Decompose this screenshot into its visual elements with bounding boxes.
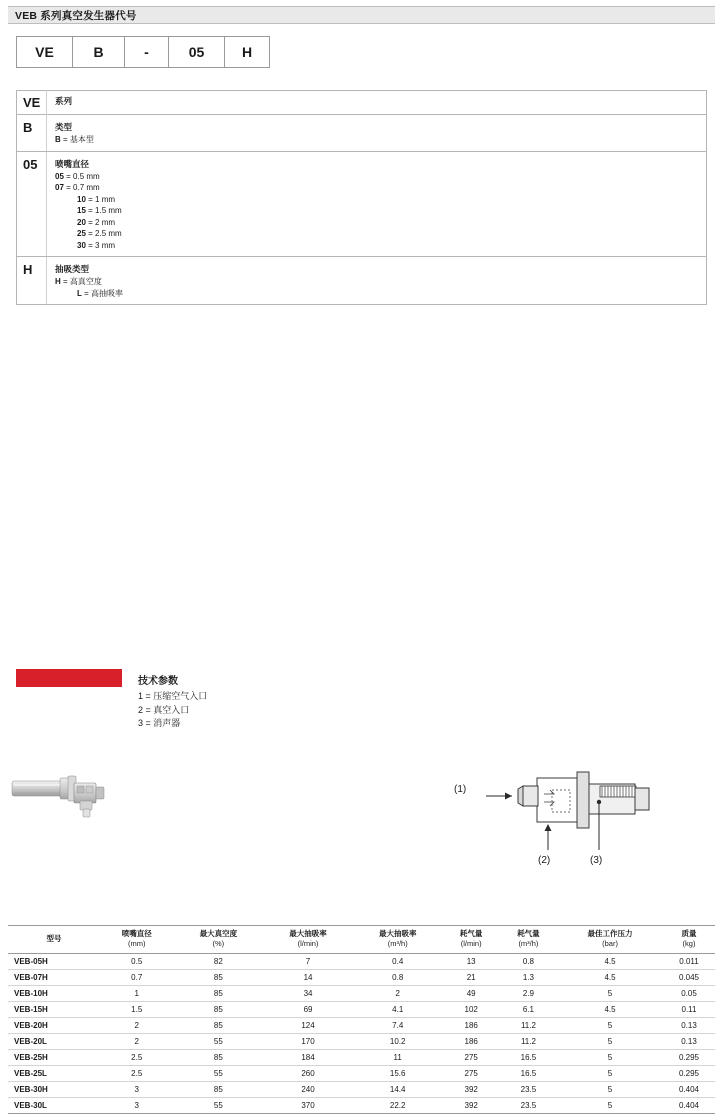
cell-model: VEB-30L bbox=[8, 1098, 100, 1114]
cell-weight: 0.295 bbox=[663, 1066, 715, 1082]
cell-suction-m3h: 15.6 bbox=[353, 1066, 443, 1082]
cell-suction-lmin: 240 bbox=[263, 1082, 353, 1098]
cell-max-vacuum: 55 bbox=[173, 1098, 263, 1114]
legend-key-series: VE bbox=[17, 90, 47, 115]
legend-value-type bbox=[47, 115, 706, 151]
cell-nozzle-dia: 0.7 bbox=[100, 970, 173, 986]
legend-value-nozzle bbox=[47, 152, 706, 257]
cell-air-lmin: 13 bbox=[443, 954, 500, 970]
cell-opt-pressure: 5 bbox=[557, 1034, 663, 1050]
cell-max-vacuum: 85 bbox=[173, 970, 263, 986]
cell-suction-lmin: 7 bbox=[263, 954, 353, 970]
cell-model: VEB-07H bbox=[8, 970, 100, 986]
legend-head-suction: 抽吸类型 bbox=[55, 264, 90, 274]
col-header-weight: 质量 (kg) bbox=[663, 926, 715, 954]
cell-opt-pressure: 5 bbox=[557, 1066, 663, 1082]
cell-model: VEB-25L bbox=[8, 1066, 100, 1082]
legend-item-type-0: B = 基本型 bbox=[55, 135, 94, 144]
col-header-nozzle-dia: 喷嘴直径 (mm) bbox=[100, 926, 173, 954]
cell-air-lmin: 392 bbox=[443, 1098, 500, 1114]
legend-item-suction-0: H = 高真空度 bbox=[55, 277, 102, 286]
code-cell-nozzle: 05 bbox=[169, 37, 225, 67]
legend-row-series bbox=[17, 91, 706, 115]
legend-item-nozzle-6: 30 = 3 mm bbox=[77, 240, 116, 250]
code-legend-table bbox=[16, 90, 707, 305]
cell-nozzle-dia: 2 bbox=[100, 1034, 173, 1050]
legend-row-nozzle bbox=[17, 152, 706, 258]
legend-head-type: 类型 bbox=[55, 122, 73, 132]
cell-nozzle-dia: 2 bbox=[100, 1018, 173, 1034]
product-code-row bbox=[16, 36, 270, 68]
cell-air-m3h: 2.9 bbox=[500, 986, 557, 1002]
col-header-opt-pressure: 最佳工作压力 (bar) bbox=[557, 926, 663, 954]
cell-weight: 0.295 bbox=[663, 1050, 715, 1066]
cell-air-m3h: 11.2 bbox=[500, 1018, 557, 1034]
cell-max-vacuum: 85 bbox=[173, 986, 263, 1002]
tech-item-3: 3 = 消声器 bbox=[138, 718, 181, 728]
cell-max-vacuum: 55 bbox=[173, 1066, 263, 1082]
cell-air-m3h: 11.2 bbox=[500, 1034, 557, 1050]
legend-item-nozzle-1: 07 = 0.7 mm bbox=[55, 183, 100, 192]
col-header-max-vacuum: 最大真空度 (%) bbox=[173, 926, 263, 954]
code-cell-series: VE bbox=[17, 37, 73, 67]
legend-key-nozzle: 05 bbox=[17, 152, 47, 257]
cell-suction-m3h: 22.2 bbox=[353, 1098, 443, 1114]
legend-item-suction-1: L = 高抽吸率 bbox=[77, 288, 124, 298]
cell-suction-m3h: 7.4 bbox=[353, 1018, 443, 1034]
page-title: VEB 系列真空发生器代号 bbox=[8, 6, 715, 24]
cell-weight: 0.404 bbox=[663, 1098, 715, 1114]
legend-item-nozzle-5: 25 = 2.5 mm bbox=[77, 229, 122, 238]
legend-value-series bbox=[47, 93, 706, 113]
legend-row-type bbox=[17, 115, 706, 152]
cell-air-m3h: 23.5 bbox=[500, 1082, 557, 1098]
col-header-air-m3h: 耗气量 (m³/h) bbox=[500, 926, 557, 954]
cell-max-vacuum: 82 bbox=[173, 954, 263, 970]
table-row bbox=[8, 986, 715, 1002]
code-cell-dash: - bbox=[125, 37, 169, 67]
product-photo bbox=[10, 765, 138, 840]
cell-nozzle-dia: 3 bbox=[100, 1082, 173, 1098]
cell-suction-m3h: 4.1 bbox=[353, 1002, 443, 1018]
cell-suction-lmin: 260 bbox=[263, 1066, 353, 1082]
cell-suction-m3h: 14.4 bbox=[353, 1082, 443, 1098]
schematic-diagram bbox=[440, 750, 710, 870]
legend-item-nozzle-2: 10 = 1 mm bbox=[77, 194, 116, 204]
cell-opt-pressure: 5 bbox=[557, 1082, 663, 1098]
cell-suction-lmin: 69 bbox=[263, 1002, 353, 1018]
table-row bbox=[8, 1034, 715, 1050]
cell-opt-pressure: 5 bbox=[557, 1098, 663, 1114]
cell-air-m3h: 16.5 bbox=[500, 1050, 557, 1066]
cell-model: VEB-30H bbox=[8, 1082, 100, 1098]
cell-suction-lmin: 34 bbox=[263, 986, 353, 1002]
cell-suction-m3h: 0.4 bbox=[353, 954, 443, 970]
cell-max-vacuum: 55 bbox=[173, 1034, 263, 1050]
cell-suction-m3h: 11 bbox=[353, 1050, 443, 1066]
tech-item-2: 2 = 真空入口 bbox=[138, 704, 190, 715]
cell-weight: 0.05 bbox=[663, 986, 715, 1002]
code-cell-suction: H bbox=[225, 37, 269, 67]
cell-opt-pressure: 5 bbox=[557, 1050, 663, 1066]
cell-opt-pressure: 4.5 bbox=[557, 970, 663, 986]
code-cell-type: B bbox=[73, 37, 125, 67]
cell-max-vacuum: 85 bbox=[173, 1050, 263, 1066]
tech-params-title: 技术参数 bbox=[138, 676, 178, 687]
cell-air-m3h: 0.8 bbox=[500, 954, 557, 970]
callout-3: (3) bbox=[590, 855, 603, 866]
callout-1: (1) bbox=[454, 784, 467, 795]
cell-air-m3h: 16.5 bbox=[500, 1066, 557, 1082]
cell-air-lmin: 186 bbox=[443, 1018, 500, 1034]
cell-model: VEB-20L bbox=[8, 1034, 100, 1050]
tech-params-list bbox=[138, 690, 207, 731]
table-row bbox=[8, 1098, 715, 1114]
table-row bbox=[8, 1050, 715, 1066]
legend-key-suction: H bbox=[17, 257, 47, 304]
cell-suction-m3h: 0.8 bbox=[353, 970, 443, 986]
cell-opt-pressure: 5 bbox=[557, 1018, 663, 1034]
legend-key-type: B bbox=[17, 115, 47, 151]
cell-air-lmin: 392 bbox=[443, 1082, 500, 1098]
cell-nozzle-dia: 0.5 bbox=[100, 954, 173, 970]
cell-weight: 0.13 bbox=[663, 1018, 715, 1034]
cell-nozzle-dia: 1 bbox=[100, 986, 173, 1002]
cell-air-lmin: 49 bbox=[443, 986, 500, 1002]
cell-model: VEB-25H bbox=[8, 1050, 100, 1066]
cell-opt-pressure: 4.5 bbox=[557, 1002, 663, 1018]
cell-suction-lmin: 370 bbox=[263, 1098, 353, 1114]
cell-model: VEB-20H bbox=[8, 1018, 100, 1034]
cell-suction-lmin: 184 bbox=[263, 1050, 353, 1066]
cell-model: VEB-10H bbox=[8, 986, 100, 1002]
cell-model: VEB-15H bbox=[8, 1002, 100, 1018]
table-header-row bbox=[8, 926, 715, 954]
table-row bbox=[8, 1082, 715, 1098]
cell-air-lmin: 21 bbox=[443, 970, 500, 986]
table-row bbox=[8, 970, 715, 986]
cell-suction-lmin: 124 bbox=[263, 1018, 353, 1034]
cell-suction-m3h: 10.2 bbox=[353, 1034, 443, 1050]
cell-weight: 0.045 bbox=[663, 970, 715, 986]
cell-air-lmin: 275 bbox=[443, 1050, 500, 1066]
cell-nozzle-dia: 3 bbox=[100, 1098, 173, 1114]
col-header-suction-lmin: 最大抽吸率 (l/min) bbox=[263, 926, 353, 954]
cell-weight: 0.404 bbox=[663, 1082, 715, 1098]
cell-suction-m3h: 2 bbox=[353, 986, 443, 1002]
section-accent-block bbox=[16, 669, 122, 687]
cell-air-lmin: 275 bbox=[443, 1066, 500, 1082]
cell-nozzle-dia: 2.5 bbox=[100, 1050, 173, 1066]
legend-head-series: 系列 bbox=[55, 95, 73, 106]
cell-air-m3h: 6.1 bbox=[500, 1002, 557, 1018]
cell-air-lmin: 102 bbox=[443, 1002, 500, 1018]
cell-model: VEB-05H bbox=[8, 954, 100, 970]
table-row bbox=[8, 954, 715, 970]
cell-air-m3h: 23.5 bbox=[500, 1098, 557, 1114]
col-header-air-lmin: 耗气量 (l/min) bbox=[443, 926, 500, 954]
cell-suction-lmin: 14 bbox=[263, 970, 353, 986]
specifications-table bbox=[8, 925, 715, 1114]
cell-weight: 0.011 bbox=[663, 954, 715, 970]
callout-2: (2) bbox=[538, 855, 551, 866]
cell-opt-pressure: 4.5 bbox=[557, 954, 663, 970]
cell-max-vacuum: 85 bbox=[173, 1002, 263, 1018]
table-row bbox=[8, 1002, 715, 1018]
legend-item-nozzle-0: 05 = 0.5 mm bbox=[55, 171, 100, 181]
table-row bbox=[8, 1066, 715, 1082]
legend-value-suction bbox=[47, 257, 706, 304]
cell-weight: 0.11 bbox=[663, 1002, 715, 1018]
legend-head-nozzle: 喷嘴直径 bbox=[55, 158, 90, 169]
cell-weight: 0.13 bbox=[663, 1034, 715, 1050]
cell-air-m3h: 1.3 bbox=[500, 970, 557, 986]
legend-item-nozzle-3: 15 = 1.5 mm bbox=[77, 206, 122, 215]
legend-item-nozzle-4: 20 = 2 mm bbox=[77, 217, 116, 227]
cell-nozzle-dia: 2.5 bbox=[100, 1066, 173, 1082]
cell-max-vacuum: 85 bbox=[173, 1082, 263, 1098]
col-header-suction-m3h: 最大抽吸率 (m³/h) bbox=[353, 926, 443, 954]
cell-nozzle-dia: 1.5 bbox=[100, 1002, 173, 1018]
col-header-model: 型号 bbox=[8, 926, 100, 954]
legend-row-suction bbox=[17, 257, 706, 304]
tech-item-1: 1 = 压缩空气入口 bbox=[138, 691, 208, 701]
cell-opt-pressure: 5 bbox=[557, 986, 663, 1002]
table-row bbox=[8, 1018, 715, 1034]
cell-air-lmin: 186 bbox=[443, 1034, 500, 1050]
cell-max-vacuum: 85 bbox=[173, 1018, 263, 1034]
cell-suction-lmin: 170 bbox=[263, 1034, 353, 1050]
